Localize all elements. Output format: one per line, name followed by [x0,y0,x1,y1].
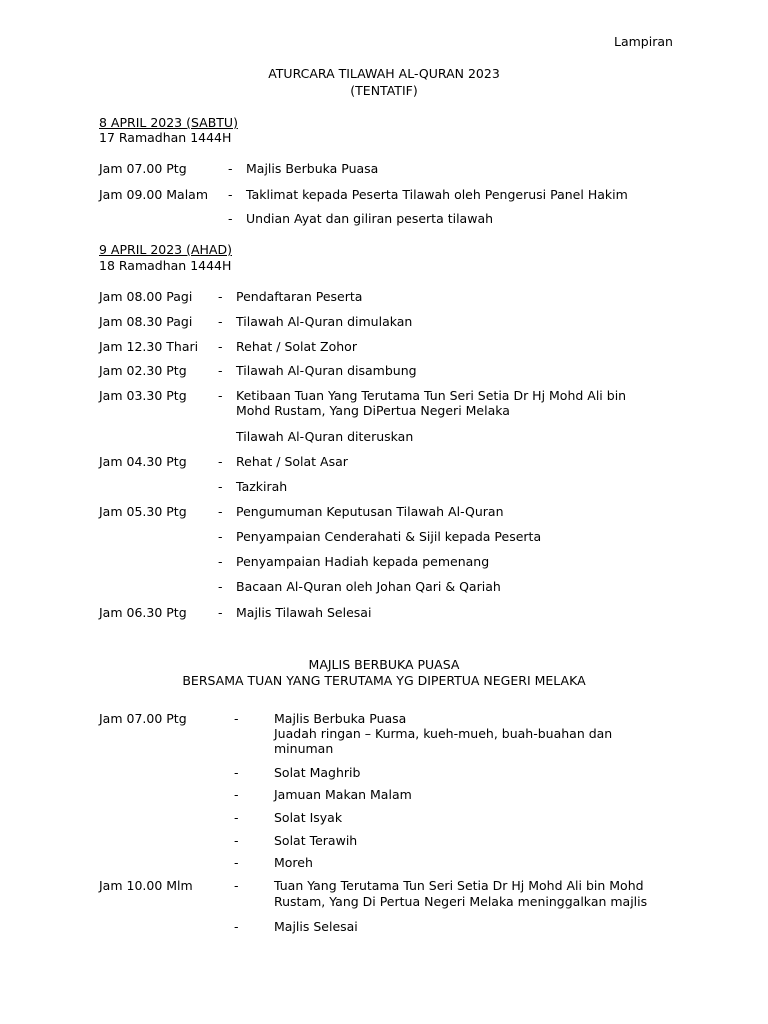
schedule-dash: - [234,855,239,870]
schedule-activity: Undian Ayat dan giliran peserta tilawah [246,211,494,226]
schedule-dash: - [218,504,223,519]
day2-date: 9 APRIL 2023 (AHAD) [99,242,232,257]
schedule-activity: Majlis Tilawah Selesai [236,605,372,620]
schedule-activity-continued: minuman [274,741,334,756]
schedule-time: Jam 08.30 Pagi [99,314,193,329]
schedule-dash: - [228,211,233,226]
schedule-dash: - [234,878,239,893]
schedule-dash: - [218,339,223,354]
schedule-activity: Penyampaian Cenderahati & Sijil kepada Peserta [236,529,542,544]
schedule-time: Jam 05.30 Ptg [99,504,187,519]
schedule-activity: Taklimat kepada Peserta Tilawah oleh Pengerusi Panel Hakim [246,187,628,202]
schedule-activity: Rehat / Solat Asar [236,454,348,469]
schedule-time: Jam 12.30 Thari [99,339,199,354]
schedule-dash: - [218,579,223,594]
schedule-time: Jam 10.00 Mlm [99,878,193,893]
schedule-dash: - [218,289,223,304]
schedule-time: Jam 09.00 Malam [99,187,209,202]
schedule-activity: Pendaftaran Peserta [236,289,363,304]
schedule-dash: - [218,314,223,329]
schedule-dash: - [218,554,223,569]
schedule-dash: - [218,363,223,378]
schedule-dash: - [234,787,239,802]
schedule-dash: - [234,765,239,780]
schedule-activity: Bacaan Al-Quran oleh Johan Qari & Qariah [236,579,501,594]
schedule-time: Jam 04.30 Ptg [99,454,187,469]
day2-hijri: 18 Ramadhan 1444H [99,258,232,273]
schedule-time: Jam 07.00 Ptg [99,711,187,726]
schedule-activity: Ketibaan Tuan Yang Terutama Tun Seri Setia Dr Hj Mohd Ali bin [236,388,627,403]
schedule-dash: - [234,833,239,848]
schedule-dash: - [218,479,223,494]
schedule-activity: Majlis Selesai [274,919,358,934]
schedule-dash: - [234,711,239,726]
schedule-activity: Tazkirah [236,479,288,494]
schedule-activity: Moreh [274,855,313,870]
schedule-time: Jam 07.00 Ptg [99,161,187,176]
schedule-activity: Pengumuman Keputusan Tilawah Al-Quran [236,504,504,519]
schedule-activity: Tilawah Al-Quran diteruskan [236,429,414,444]
schedule-activity: Solat Terawih [274,833,358,848]
schedule-dash: - [218,388,223,403]
lampiran-label: Lampiran [614,34,673,49]
schedule-activity: Solat Isyak [274,810,343,825]
schedule-activity: Tilawah Al-Quran disambung [236,363,417,378]
schedule-dash: - [234,919,239,934]
schedule-time: Jam 08.00 Pagi [99,289,193,304]
schedule-activity: Jamuan Makan Malam [274,787,412,802]
schedule-activity: Penyampaian Hadiah kepada pemenang [236,554,490,569]
schedule-dash: - [218,454,223,469]
schedule-activity-continued: Juadah ringan – Kurma, kueh-mueh, buah-buahan dan [274,726,613,741]
schedule-time: Jam 02.30 Ptg [99,363,187,378]
schedule-activity: Rehat / Solat Zohor [236,339,357,354]
schedule-activity: Tilawah Al-Quran dimulakan [236,314,413,329]
schedule-dash: - [228,187,233,202]
schedule-time: Jam 03.30 Ptg [99,388,187,403]
berbuka-heading: MAJLIS BERBUKA PUASA [308,657,460,672]
schedule-dash: - [218,605,223,620]
page-title: ATURCARA TILAWAH AL-QURAN 2023 [268,66,500,81]
schedule-time: Jam 06.30 Ptg [99,605,187,620]
schedule-dash: - [218,529,223,544]
schedule-dash: - [228,161,233,176]
berbuka-subheading: BERSAMA TUAN YANG TERUTAMA YG DIPERTUA NEGERI MELAKA [182,673,586,688]
schedule-activity-continued: Mohd Rustam, Yang DiPertua Negeri Melaka [236,403,510,418]
schedule-dash: - [234,810,239,825]
page-subtitle: (TENTATIF) [350,83,418,98]
schedule-activity: Solat Maghrib [274,765,361,780]
schedule-activity: Majlis Berbuka Puasa [274,711,407,726]
schedule-activity: Majlis Berbuka Puasa [246,161,379,176]
day1-date: 8 APRIL 2023 (SABTU) [99,115,238,130]
schedule-activity-continued: Rustam, Yang Di Pertua Negeri Melaka meninggalkan majlis [274,894,648,909]
schedule-activity: Tuan Yang Terutama Tun Seri Setia Dr Hj Mohd Ali bin Mohd [274,878,644,893]
day1-hijri: 17 Ramadhan 1444H [99,130,232,145]
